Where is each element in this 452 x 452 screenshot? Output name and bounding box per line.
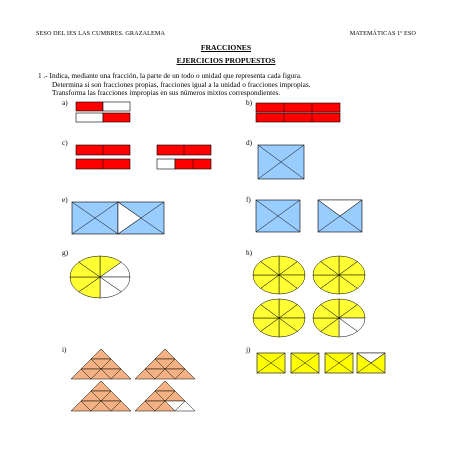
page-title: FRACCIONES	[200, 43, 252, 52]
label-b: b)	[246, 98, 253, 107]
label-f: f)	[246, 195, 251, 204]
figure-c-left	[76, 145, 132, 175]
figure-j-box-2	[290, 352, 320, 374]
figure-j-box-4	[356, 352, 386, 374]
label-c: c)	[62, 138, 68, 147]
school-header: SESO DEL IES LAS CUMBRES. GRAZALEMA	[36, 30, 166, 37]
figure-h-pie-1	[252, 255, 308, 297]
page-subtitle: EJERCICIOS PROPUESTOS	[176, 56, 276, 65]
label-i: i)	[62, 345, 67, 354]
triangle-piece	[91, 381, 111, 391]
figure-b-bar-top	[256, 103, 340, 112]
instruction-line-2: Determina si son fracciones propias, fracciones igual a la unidad o fracciones impropias.	[52, 79, 311, 89]
figure-b-bar-bottom	[256, 113, 340, 122]
figure-f-left	[256, 200, 302, 234]
figure-i-triangle-1	[70, 348, 132, 380]
figure-h-pie-3	[252, 298, 308, 340]
subject-header: MATEMÁTICAS 1º ESO	[349, 30, 416, 37]
label-a: a)	[62, 98, 68, 107]
figure-c-right	[157, 145, 213, 175]
figure-h-pie-4	[312, 298, 368, 340]
triangle-piece	[91, 349, 111, 359]
label-d: d)	[246, 138, 253, 147]
figure-g	[68, 255, 134, 301]
figure-a-bar-bottom	[76, 113, 130, 122]
figure-j-box-1	[256, 352, 286, 374]
figure-a-bar-top	[76, 102, 130, 111]
figure-j-box-3	[324, 352, 354, 374]
label-j: j)	[246, 345, 251, 354]
figure-f-right	[318, 200, 364, 234]
figure-i-triangle-4	[134, 380, 196, 412]
instruction-line-3: Transforma las fracciones impropias en sus números mixtos correspondientes.	[52, 88, 281, 98]
figure-h-pie-2	[312, 255, 368, 297]
instruction-line-1: 1 .- Indica, mediante una fracción, la parte de un todo o unidad que representa cada figura.	[38, 71, 302, 80]
figure-i-triangle-3	[70, 380, 132, 412]
triangle-piece	[155, 381, 175, 391]
triangle-piece	[155, 349, 175, 359]
label-g: g)	[62, 248, 69, 257]
label-h: h)	[246, 248, 253, 257]
figure-b	[256, 103, 340, 123]
figure-a	[76, 102, 132, 124]
figure-d	[258, 145, 306, 181]
figure-e	[72, 202, 168, 236]
figure-i-triangle-2	[134, 348, 196, 380]
label-e: e)	[62, 195, 68, 204]
exercise-instructions	[38, 72, 311, 98]
